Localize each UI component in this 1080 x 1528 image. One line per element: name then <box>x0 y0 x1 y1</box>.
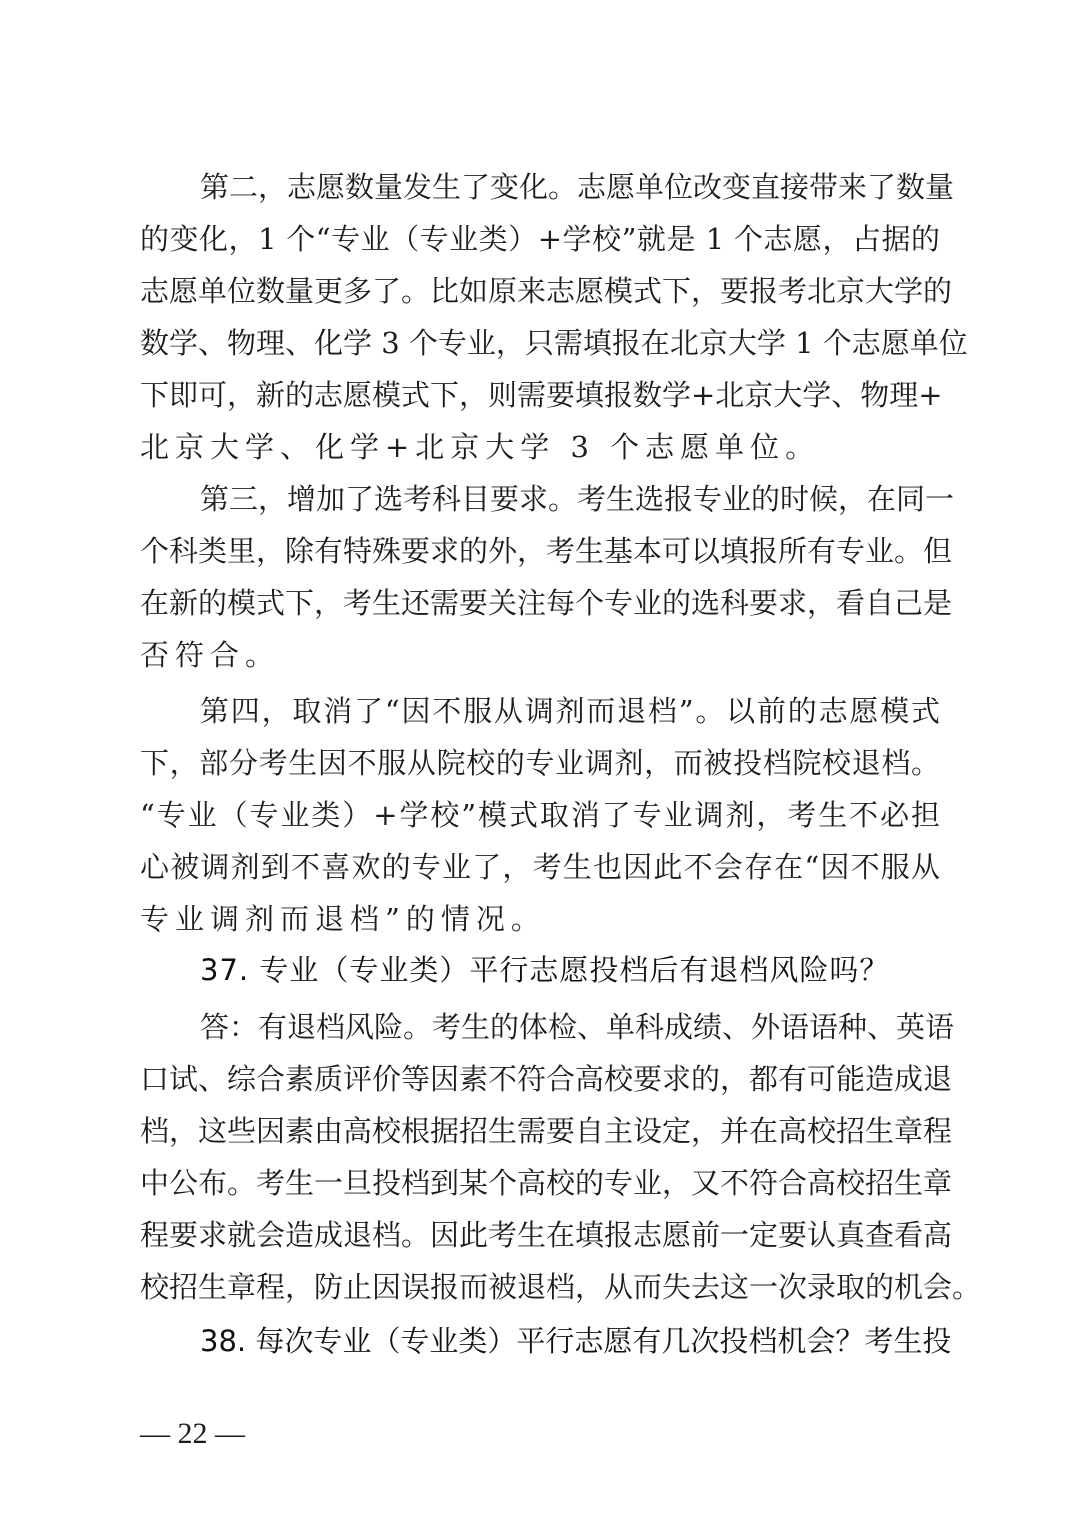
answer-line: 答：有退档风险。考生的体检、单科成绩、外语语种、英语 <box>200 1010 955 1044</box>
text-line: 心被调剂到不喜欢的专业了，考生也因此不会存在“因不服从 <box>140 850 940 884</box>
answer-line: 程要求就会造成退档。因此考生在填报志愿前一定要认真查看高 <box>140 1218 953 1252</box>
text-line: 个科类里，除有特殊要求的外，考生基本可以填报所有专业。但 <box>140 534 953 568</box>
question-heading: 38. 每次专业（专业类）平行志愿有几次投档机会？考生投 <box>200 1324 952 1358</box>
text-line: 志愿单位数量更多了。比如原来志愿模式下，要报考北京大学的 <box>140 274 953 308</box>
text-line: 北京大学、化学+北京大学 3 个志愿单位。 <box>140 430 821 464</box>
text-line: “专业（专业类）+学校”模式取消了专业调剂，考生不必担 <box>140 798 940 832</box>
text-line: 的变化，1 个“专业（专业类）+学校”就是 1 个志愿，占据的 <box>140 222 940 256</box>
text-line: 在新的模式下，考生还需要关注每个专业的选科要求，看自己是 <box>140 586 953 620</box>
text-line: 下即可，新的志愿模式下，则需要填报数学+北京大学、物理+ <box>140 378 943 412</box>
text-line: 第四，取消了“因不服从调剂而退档”。以前的志愿模式 <box>200 694 940 728</box>
text-line: 否符合。 <box>140 638 281 672</box>
answer-line: 档，这些因素由高校根据招生需要自主设定，并在高校招生章程 <box>140 1114 953 1148</box>
answer-line: 口试、综合素质评价等因素不符合高校要求的，都有可能造成退 <box>140 1062 953 1096</box>
text-line: 专业调剂而退档”的情况。 <box>140 902 546 936</box>
text-line: 第二，志愿数量发生了变化。志愿单位改变直接带来了数量 <box>200 170 955 204</box>
question-heading: 37. 专业（专业类）平行志愿投档后有退档风险吗？ <box>200 953 890 987</box>
text-line: 第三，增加了选考科目要求。考生选报专业的时候，在同一 <box>200 482 955 516</box>
page-number: — 22 — <box>140 1417 245 1450</box>
text-line: 数学、物理、化学 3 个专业，只需填报在北京大学 1 个志愿单位 <box>140 326 968 360</box>
text-line: 下，部分考生因不服从院校的专业调剂，而被投档院校退档。 <box>140 746 940 780</box>
answer-line: 校招生章程，防止因误报而被退档，从而失去这一次录取的机会。 <box>140 1270 982 1304</box>
answer-line: 中公布。考生一旦投档到某个高校的专业，又不符合高校招生章 <box>140 1166 953 1200</box>
